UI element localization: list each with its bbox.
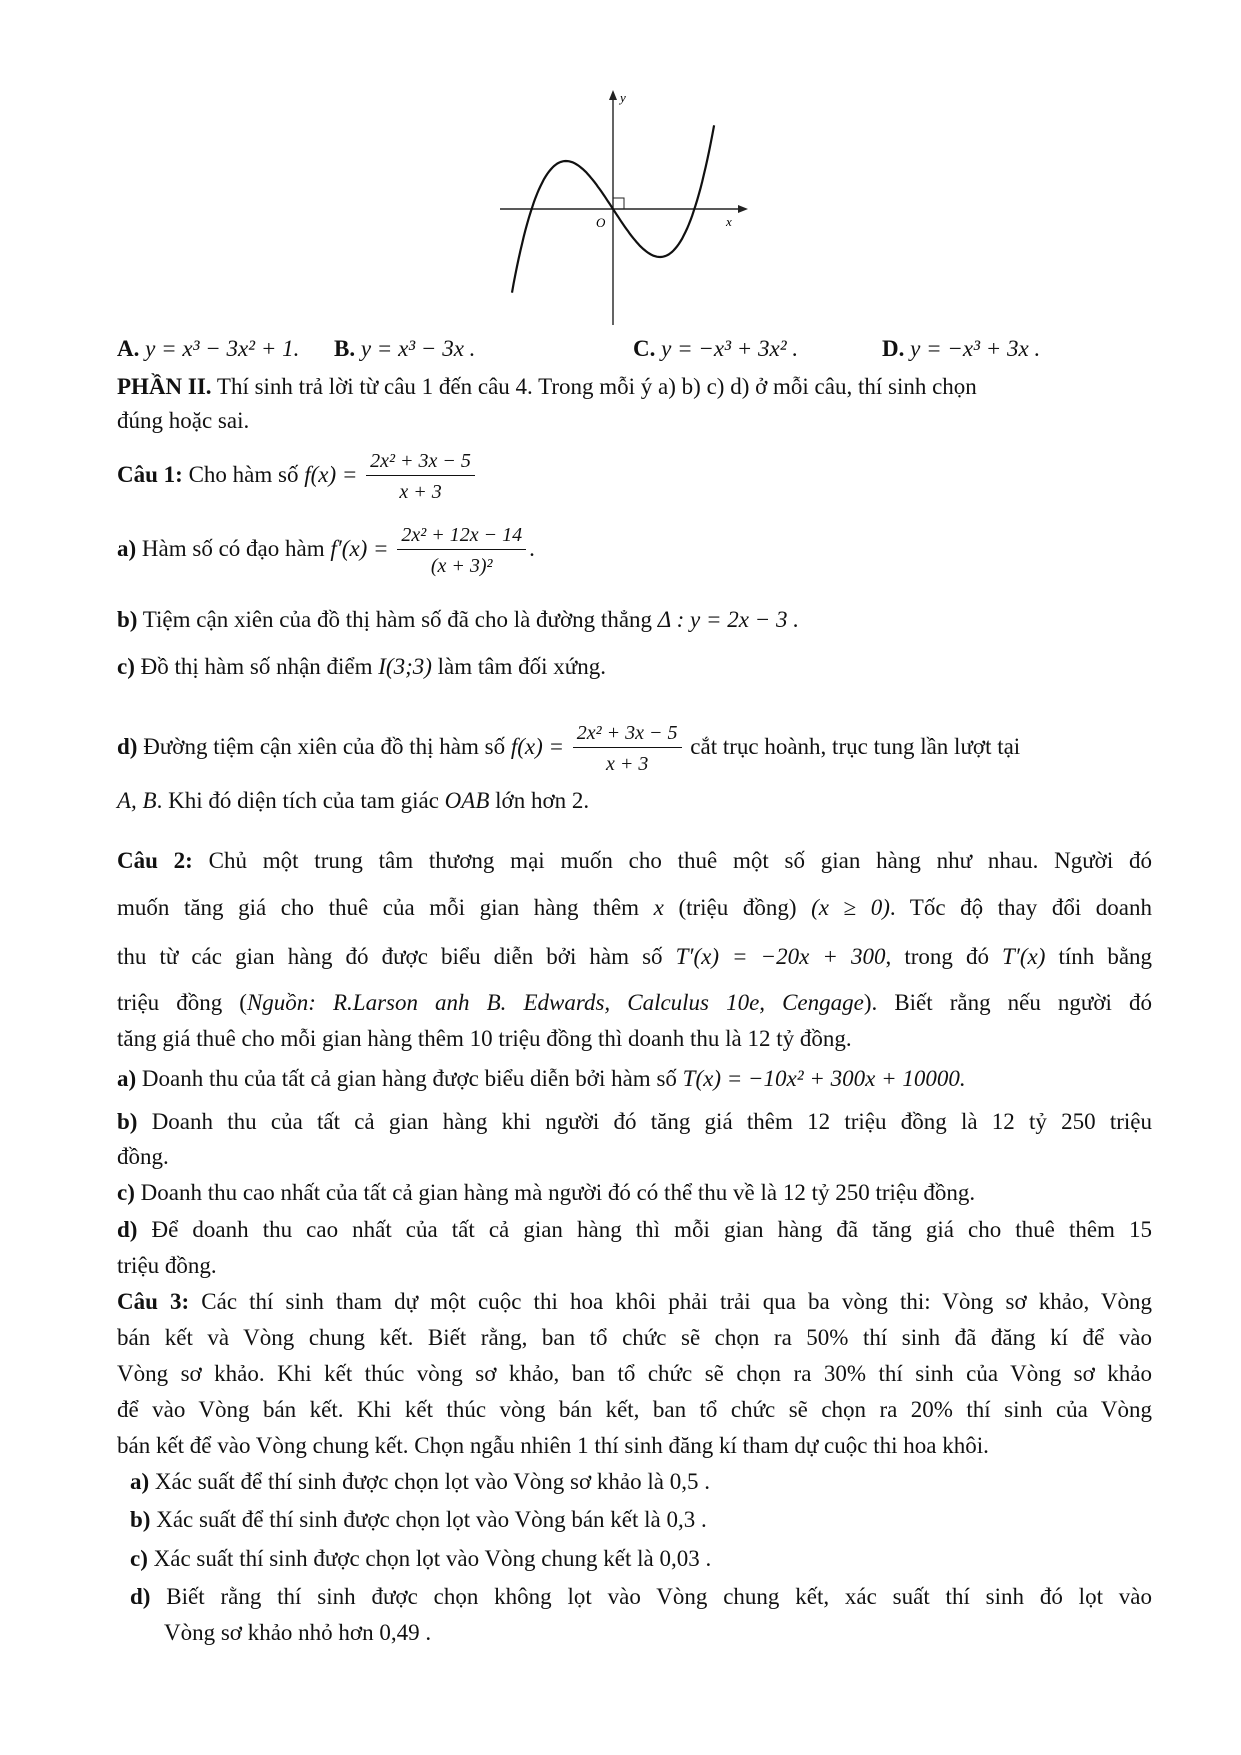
q2-line2: muốn tăng giá cho thuê của mỗi gian hàng thêm x (triệu đồng) (x ≥ 0). Tốc độ thay đổi doanh bbox=[117, 895, 1153, 920]
q3-line5: bán kết để vào Vòng chung kết. Chọn ngẫu nhiên 1 thí sinh đăng kí tham dự cuộc thi hoa khôi. bbox=[117, 1433, 989, 1458]
q3-label: Câu 3: bbox=[117, 1289, 190, 1314]
part2-heading: PHẦN II. bbox=[117, 374, 212, 399]
q3-a: a) Xác suất để thí sinh được chọn lọt vào Vòng sơ khảo là 0,5 . bbox=[130, 1469, 710, 1494]
q1-d-line2: A, B. Khi đó diện tích của tam giác OAB lớn hơn 2. bbox=[117, 788, 590, 813]
choice-d: D. y = −x³ + 3x . bbox=[882, 336, 1041, 361]
q3-d-line2: Vòng sơ khảo nhỏ hơn 0,49 . bbox=[164, 1620, 432, 1645]
q2-c: c) Doanh thu cao nhất của tất cả gian hàng mà người đó có thể thu về là 12 tỷ 250 triệu đồng. bbox=[117, 1180, 976, 1205]
q2-label: Câu 2: bbox=[117, 848, 193, 873]
y-axis-label: y bbox=[620, 90, 626, 105]
q1-c: c) Đồ thị hàm số nhận điểm I(3;3) làm tâm đối xứng. bbox=[117, 654, 606, 679]
q3-line3: Vòng sơ khảo. Khi kết thúc vòng sơ khảo, ban tổ chức sẽ chọn ra 30% thí sinh của Vòng sơ khảo bbox=[117, 1361, 1152, 1386]
q2-source: Nguồn: R.Larson anh B. Edwards, Calculus 10e, Cengage bbox=[246, 990, 864, 1015]
q3-line2: bán kết và Vòng chung kết. Biết rằng, ban tổ chức sẽ chọn ra 50% thí sinh đã đăng kí để vào bbox=[117, 1325, 1152, 1350]
part2-line1: PHẦN II. Thí sinh trả lời từ câu 1 đến câu 4. Trong mỗi ý a) b) c) d) ở mỗi câu, thí sinh chọn bbox=[117, 374, 977, 399]
q2-line5: tăng giá thuê cho mỗi gian hàng thêm 10 triệu đồng thì doanh thu là 12 tỷ đồng. bbox=[117, 1026, 852, 1051]
q2-a: a) Doanh thu của tất cả gian hàng được biểu diễn bởi hàm số T(x) = −10x² + 300x + 10000. bbox=[117, 1066, 966, 1091]
y-axis-arrow bbox=[609, 90, 617, 100]
q2-line3: thu từ các gian hàng đó được biểu diễn bởi hàm số T′(x) = −20x + 300, trong đó T′(x) tính bằng bbox=[117, 944, 1153, 969]
q1-intro: Câu 1: Cho hàm số f(x) = $\frac{\text{2x² + 3x − 5}}{x + 3}$ bbox=[117, 449, 478, 504]
q1-a-fraction: $\frac{\text{2x² + 12x − 14}}{\text{(x + 3)²}}$ bbox=[397, 523, 526, 578]
q3-c: c) Xác suất thí sinh được chọn lọt vào Vòng chung kết là 0,03 . bbox=[130, 1546, 712, 1571]
choice-a: A. y = x³ − 3x² + 1. bbox=[117, 336, 300, 361]
choice-b: B. y = x³ − 3x . bbox=[334, 336, 476, 361]
q3-d: d) Biết rằng thí sinh được chọn không lọt vào Vòng chung kết, xác suất thí sinh đó lọt vào bbox=[130, 1584, 1153, 1609]
origin-label: O bbox=[596, 215, 606, 230]
part2-line2: đúng hoặc sai. bbox=[117, 408, 250, 433]
q2-b-line2: đồng. bbox=[117, 1144, 169, 1169]
x-axis-label: x bbox=[726, 214, 732, 229]
q1-d-fraction: $\frac{\text{2x² + 3x − 5}}{x + 3}$ bbox=[573, 721, 682, 776]
q2-d: d) Để doanh thu cao nhất của tất cả gian hàng thì mỗi gian hàng đã tăng giá cho thuê thêm 15 bbox=[117, 1217, 1153, 1242]
q1-fraction: $\frac{\text{2x² + 3x − 5}}{x + 3}$ bbox=[366, 449, 475, 504]
choice-c: C. y = −x³ + 3x² . bbox=[633, 336, 799, 361]
q1-label: Câu 1: bbox=[117, 461, 183, 487]
q2-b: b) Doanh thu của tất cả gian hàng khi người đó tăng giá thêm 12 triệu đồng là 12 tỷ 250 triệu bbox=[117, 1109, 1153, 1134]
q2-d-line2: triệu đồng. bbox=[117, 1253, 217, 1278]
q2-line4: triệu đồng (Nguồn: R.Larson anh B. Edwards, Calculus 10e, Cengage). Biết rằng nếu người đó bbox=[117, 990, 1152, 1015]
q3-line1: Câu 3: Các thí sinh tham dự một cuộc thi hoa khôi phải trải qua ba vòng thi: Vòng sơ khảo, Vòng bbox=[117, 1289, 1152, 1314]
q1-b: b) Tiệm cận xiên của đồ thị hàm số đã cho là đường thẳng Δ : y = 2x − 3 . bbox=[117, 607, 799, 632]
cubic-graph bbox=[500, 90, 760, 325]
q3-b: b) Xác suất để thí sinh được chọn lọt vào Vòng bán kết là 0,3 . bbox=[130, 1507, 707, 1532]
x-axis-arrow bbox=[738, 205, 748, 213]
right-angle-mark bbox=[613, 198, 624, 209]
q3-line4: để vào Vòng bán kết. Khi kết thúc vòng bán kết, ban tổ chức sẽ chọn ra 20% thí sinh của Vòng bbox=[117, 1397, 1152, 1422]
q2-line1: Câu 2: Chủ một trung tâm thương mại muốn cho thuê một số gian hàng như nhau. Người đó bbox=[117, 848, 1152, 873]
q1-a: a) Hàm số có đạo hàm f′(x) = $\frac{\text{2x² + 12x − 14}}{\text{(x + 3)²}}$ . bbox=[117, 524, 535, 577]
q1-d: d) Đường tiệm cận xiên của đồ thị hàm số f(x) = $\frac{\text{2x² + 3x − 5}}{x + 3}$ cắt trục hoành, trục tung lần lượt tại bbox=[117, 722, 1021, 775]
